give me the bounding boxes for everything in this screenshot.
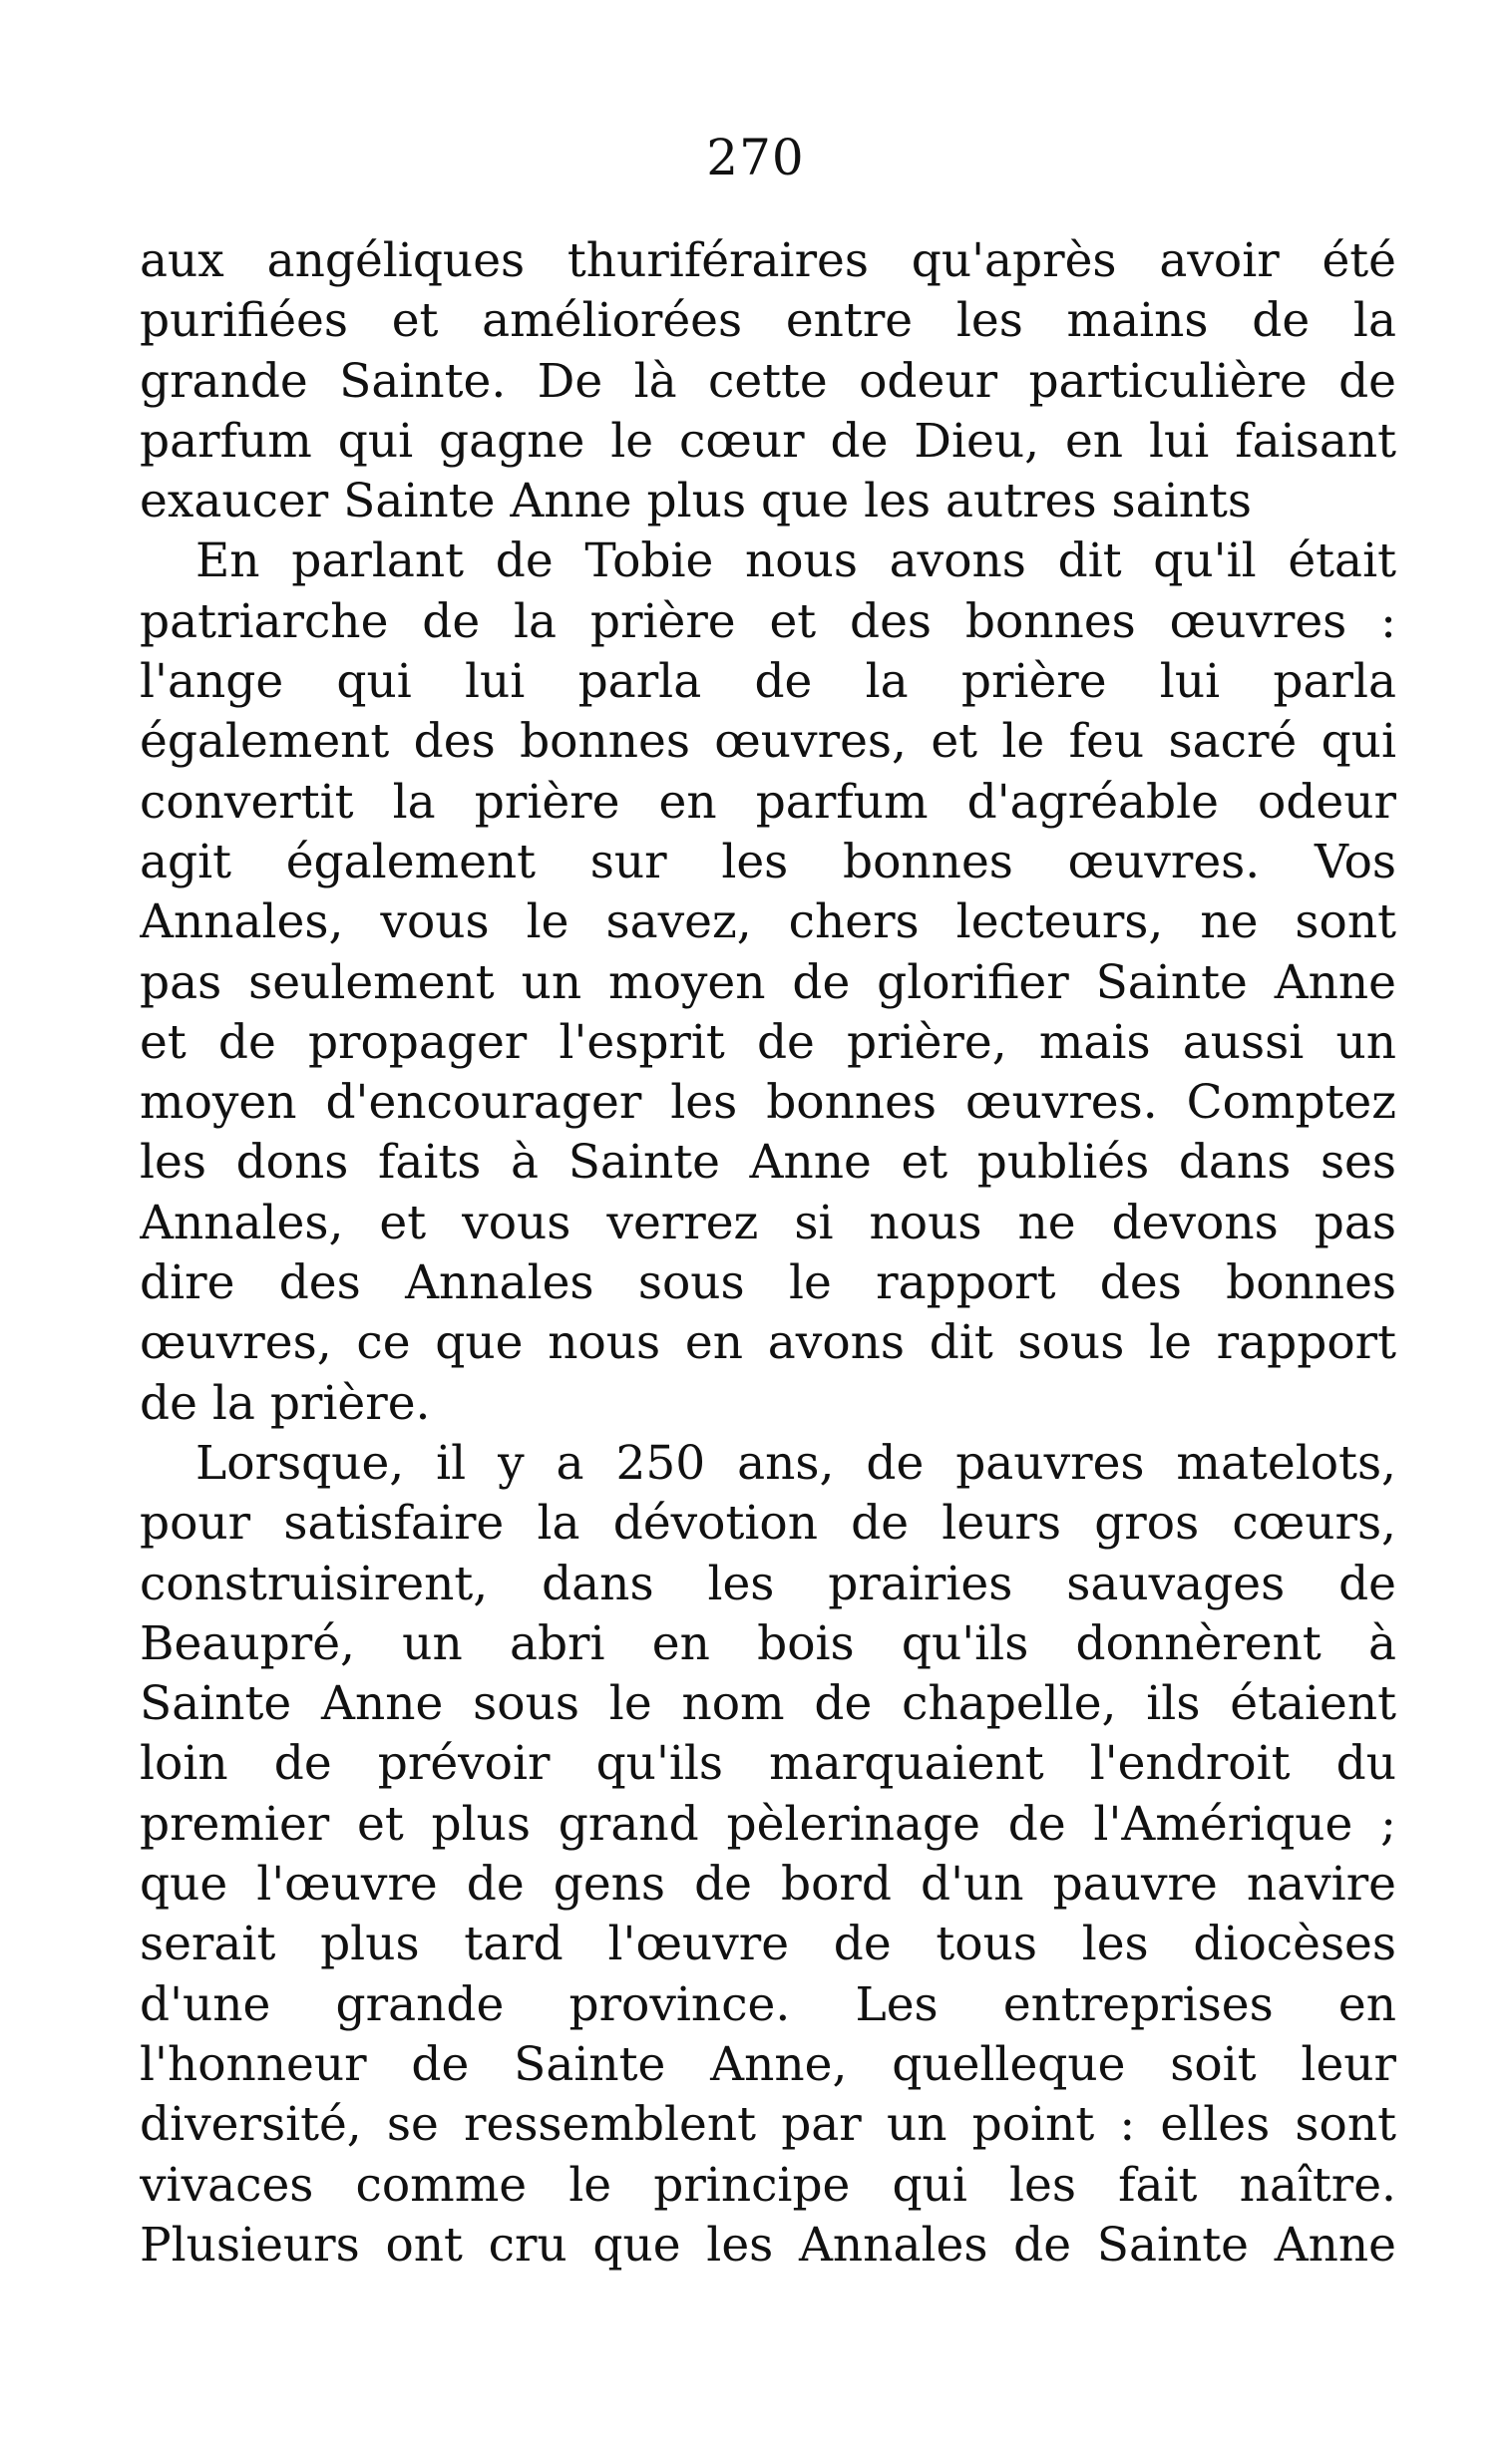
text-line: Beaupré, un abri en bois qu'ils donnèrent à [140,1615,1396,1671]
text-line: les dons faits à Sainte Anne et publiés dans ses [140,1135,1396,1191]
text-line: œuvres, ce que nous en avons dit sous le rapport [140,1315,1396,1371]
text-line: de la prière. [140,1375,431,1431]
text-line: d'une grande province. Les entreprises en [140,1976,1396,2032]
text-line: grande Sainte. De là cette odeur particulière de [140,353,1396,409]
text-line: diversité, se ressemblent par un point : elles sont [140,2097,1396,2153]
paragraph-first-line: Lorsque, il y a 250 ans, de pauvres matelots, [195,1435,1396,1491]
text-line: également des bonnes œuvres, et le feu sacré qui [140,714,1396,770]
text-line: que l'œuvre de gens de bord d'un pauvre navire [140,1857,1396,1913]
text-line: serait plus tard l'œuvre de tous les diocèses [140,1917,1396,1972]
text-line: aux angéliques thuriféraires qu'après avoir été [140,233,1396,288]
text-line: l'honneur de Sainte Anne, quelleque soit leur [140,2036,1396,2092]
text-line: vivaces comme le principe qui les fait naître. [140,2157,1396,2213]
text-line: patriarche de la prière et des bonnes œuvres : [140,593,1396,649]
paragraph-first-line: En parlant de Tobie nous avons dit qu'il était [195,533,1396,589]
text-line: dire des Annales sous le rapport des bonnes [140,1255,1396,1311]
body-text [140,231,1396,2276]
text-line: convertit la prière en parfum d'agréable odeur [140,774,1396,830]
text-line: loin de prévoir qu'ils marquaient l'endroit du [140,1736,1396,1792]
text-line: premier et plus grand pèlerinage de l'Amérique ; [140,1796,1396,1852]
text-line: purifiées et améliorées entre les mains de la [140,293,1396,349]
text-line: pas seulement un moyen de glorifier Sainte Anne [140,954,1396,1010]
text-line: Annales, vous le savez, chers lecteurs, ne sont [140,894,1396,950]
text-line: agit également sur les bonnes œuvres. Vos [140,834,1396,889]
text-line: l'ange qui lui parla de la prière lui parla [140,654,1396,710]
text-line: parfum qui gagne le cœur de Dieu, en lui faisant [140,413,1396,469]
text-line: Sainte Anne sous le nom de chapelle, ils étaient [140,1676,1396,1732]
text-line: moyen d'encourager les bonnes œuvres. Comptez [140,1075,1396,1131]
text-line: construisirent, dans les prairies sauvages de [140,1556,1396,1611]
text-line: pour satisfaire la dévotion de leurs gros cœurs, [140,1496,1396,1552]
text-line: exaucer Sainte Anne plus que les autres saints [140,474,1252,529]
text-line: Annales, et vous verrez si nous ne devons pas [140,1195,1396,1250]
text-line: et de propager l'esprit de prière, mais aussi un [140,1014,1396,1070]
page-number: 270 [706,129,805,186]
text-line: Plusieurs ont cru que les Annales de Sainte Anne [140,2217,1396,2273]
